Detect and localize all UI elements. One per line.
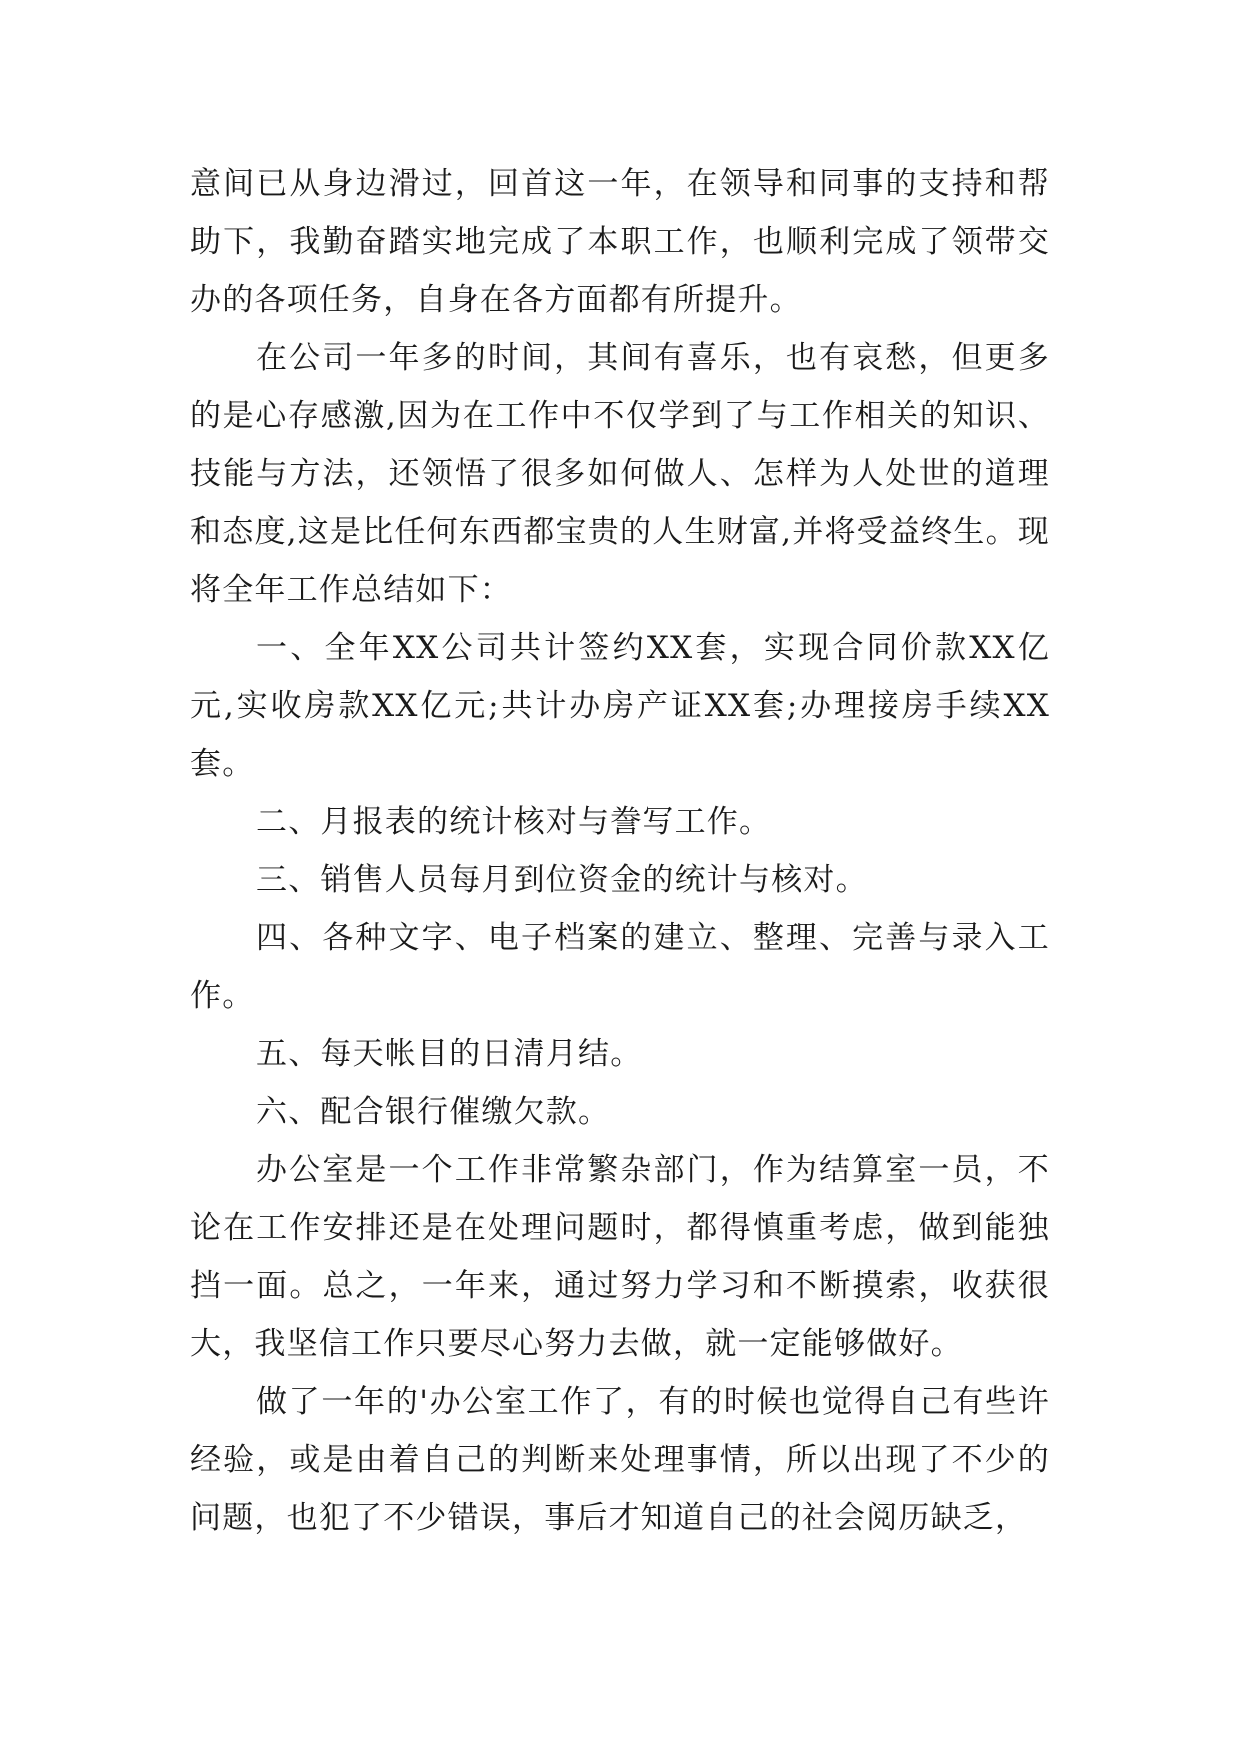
paragraph-2: 在公司一年多的时间，其间有喜乐，也有哀愁，但更多的是心存感激,因为在工作中不仅学到了与工作相关的知识、技能与方法，还领悟了很多如何做人、怎样为人处世的道理和态度,这是比任何东西都宝贵的人生财富,并将受益终生。现将全年工作总结如下： [190,340,1050,608]
paragraph-9: 办公室是一个工作非常繁杂部门，作为结算室一员，不论在工作安排还是在处理问题时，都得慎重考虑，做到能独挡一面。总之，一年来，通过努力学习和不断摸索，收获很大，我坚信工作只要尽心努力去做，就一定能够做好。 [190,1152,1050,1362]
paragraph-7: 五、每天帐目的日清月结。 [256,1036,643,1072]
paragraph-1: 意间已从身边滑过，回首这一年，在领导和同事的支持和帮助下，我勤奋踏实地完成了本职工作，也顺利完成了领带交办的各项任务，自身在各方面都有所提升。 [190,166,1050,318]
paragraph-10: 做了一年的'办公室工作了，有的时候也觉得自己有些许经验，或是由着自己的判断来处理事情，所以出现了不少的问题，也犯了不少错误，事后才知道自己的社会阅历缺乏， [190,1384,1050,1536]
paragraph-8: 六、配合银行催缴欠款。 [256,1094,611,1130]
paragraph-6: 四、各种文字、电子档案的建立、整理、完善与录入工作。 [190,920,1050,1014]
paragraph-4: 二、月报表的统计核对与誊写工作。 [256,804,772,840]
paragraph-3: 一、全年XX公司共计签约XX套，实现合同价款XX亿元,实收房款XX亿元;共计办房产证XX套;办理接房手续XX套。 [190,630,1050,782]
document-body [190,155,1050,1547]
paragraph-5: 三、销售人员每月到位资金的统计与核对。 [256,862,868,898]
